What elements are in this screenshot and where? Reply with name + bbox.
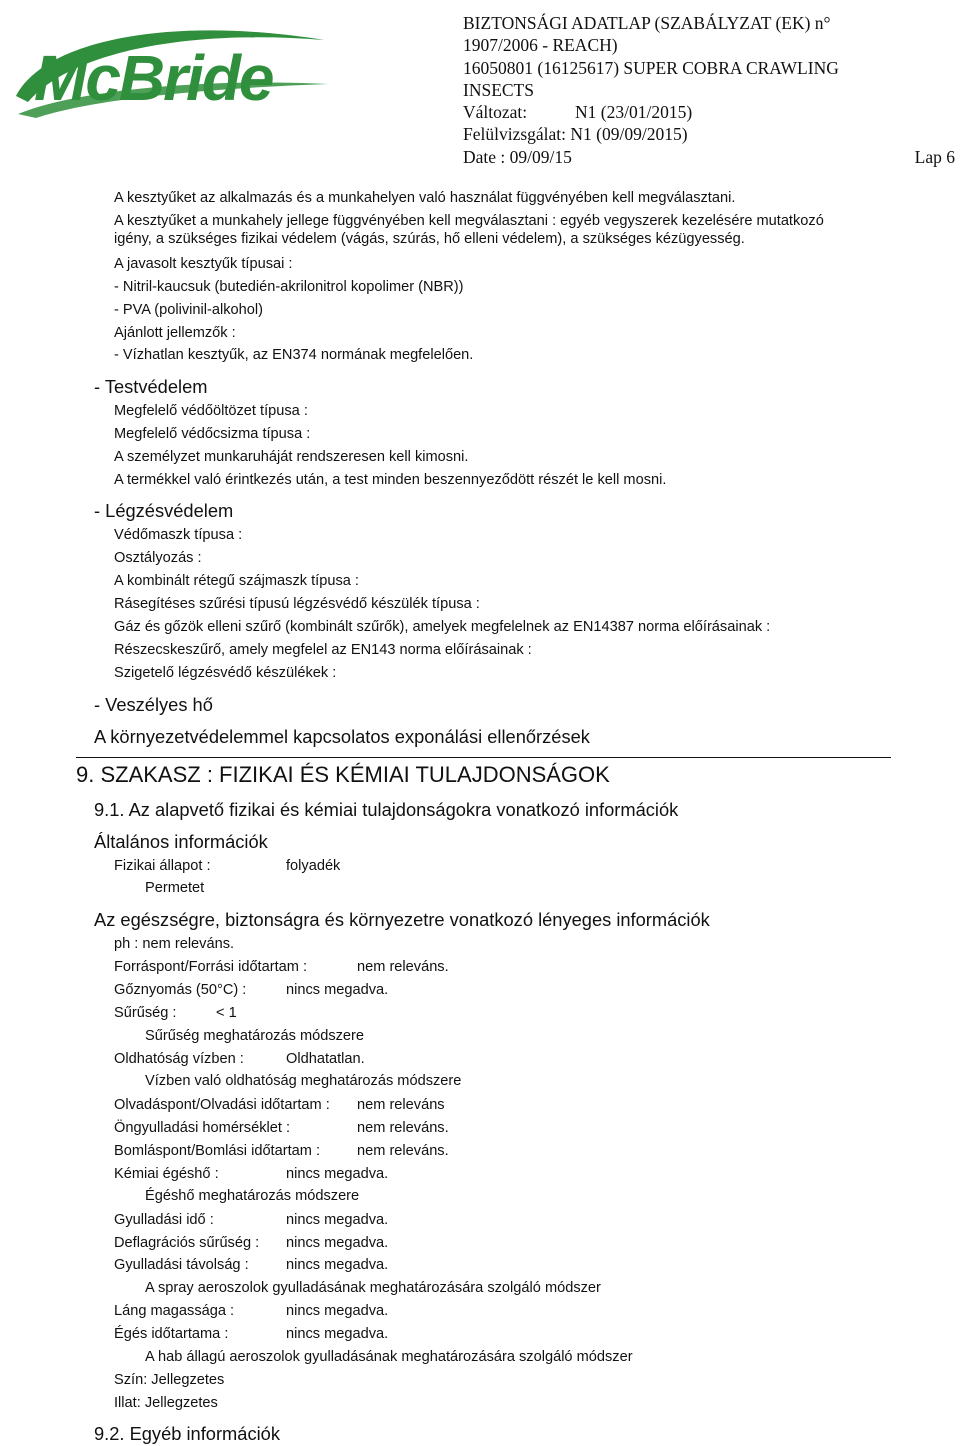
- colour-line: Szín: Jellegzetes: [114, 1372, 225, 1388]
- ignition-distance-value: nincs megadva.: [286, 1257, 389, 1273]
- date-line: [463, 146, 953, 168]
- revision-line: Felülvizsgálat: N1 (09/09/2015): [463, 124, 688, 145]
- vapour-value: nincs megadva.: [286, 982, 389, 998]
- respiratory-classification: Osztályozás :: [114, 550, 202, 566]
- burn-time-label: Égés időtartama :: [114, 1326, 229, 1342]
- density-method: Sűrűség meghatározás módszere: [145, 1028, 365, 1044]
- flame-height-value: nincs megadva.: [286, 1303, 389, 1319]
- respiratory-gas-filter: Gáz és gőzök elleni szűrő (kombinált szűrők), amelyek megfelelnek az EN14387 norma előírásainak :: [114, 619, 771, 635]
- gloves-types-label: A javasolt kesztyűk típusai :: [114, 256, 293, 272]
- gloves-text-2: A kesztyűket a munkahely jellege függvényében kell megválasztani : egyéb vegyszerek kezelésére mutatkozó: [114, 213, 824, 229]
- odour-line: Illat: Jellegzetes: [114, 1395, 218, 1411]
- respiratory-particle-filter: Részecskeszűrő, amely megfelel az EN143 norma előírásainak :: [114, 642, 532, 658]
- doc-title-line-1: BIZTONSÁGI ADATLAP (SZABÁLYZAT (EK) n°: [463, 13, 831, 33]
- solubility-method: Vízben való oldhatóság meghatározás módszere: [145, 1073, 462, 1089]
- date: Date : 09/09/15: [463, 146, 572, 167]
- body-protection-wash: A személyzet munkaruháját rendszeresen kell kimosni.: [114, 449, 469, 465]
- combustion-heat-label: Kémiai égéshő :: [114, 1166, 219, 1182]
- combustion-heat-value: nincs megadva.: [286, 1166, 389, 1182]
- vapour-label: Gőznyomás (50°C) :: [114, 982, 247, 998]
- general-info-heading: Általános információk: [94, 831, 268, 852]
- document-meta: [463, 12, 953, 168]
- heat-hazard-heading: - Veszélyes hő: [94, 694, 213, 715]
- doc-title-line-2: 1907/2006 - REACH): [463, 35, 618, 56]
- density-value: < 1: [216, 1005, 237, 1021]
- gloves-type-pva: - PVA (polivinil-alkohol): [114, 302, 263, 318]
- melting-value: nem releváns: [357, 1097, 445, 1113]
- aerosol-label: Permetet: [145, 880, 205, 896]
- version-label: Változat:: [463, 102, 528, 123]
- section-divider: [76, 757, 891, 758]
- ignition-time-value: nincs megadva.: [286, 1212, 389, 1228]
- melting-label: Olvadáspont/Olvadási időtartam :: [114, 1097, 330, 1113]
- ignition-time-label: Gyulladási idő :: [114, 1212, 214, 1228]
- foam-method: A hab állagú aeroszolok gyulladásának meghatározására szolgáló módszer: [145, 1349, 633, 1365]
- boiling-label: Forráspont/Forrási időtartam :: [114, 959, 308, 975]
- decomposition-label: Bomláspont/Bomlási időtartam :: [114, 1143, 321, 1159]
- env-exposure-heading: A környezetvédelemmel kapcsolatos exponálási ellenőrzések: [94, 726, 590, 747]
- body-protection-boots: Megfelelő védőcsizma típusa :: [114, 426, 311, 442]
- gloves-properties-label: Ajánlott jellemzők :: [114, 325, 236, 341]
- physical-state-label: Fizikai állapot :: [114, 858, 211, 874]
- respiratory-combined-mask: A kombinált rétegű szájmaszk típusa :: [114, 573, 359, 589]
- logo-swoosh-icon: [6, 18, 336, 128]
- body-protection-contact: A termékkel való érintkezés után, a test minden beszennyeződött részét le kell mosni.: [114, 472, 667, 488]
- ph-line: ph : nem releváns.: [114, 936, 235, 952]
- ignition-distance-label: Gyulladási távolság :: [114, 1257, 249, 1273]
- version-line: [463, 101, 953, 123]
- logo-wordmark: McBride: [34, 42, 273, 114]
- respiratory-heading: - Légzésvédelem: [94, 500, 234, 521]
- page-number: Lap 6: [914, 146, 955, 167]
- product-line-2: INSECTS: [463, 79, 534, 100]
- gloves-property-en374: - Vízhatlan kesztyűk, az EN374 normának megfelelően.: [114, 347, 474, 363]
- section-9-2-heading: 9.2. Egyéb információk: [94, 1423, 280, 1444]
- combustion-method: Égéshő meghatározás módszere: [145, 1188, 360, 1204]
- respiratory-mask-type: Védőmaszk típusa :: [114, 527, 243, 543]
- page-header: [0, 0, 960, 180]
- gloves-text-3: igény, a szükséges fizikai védelem (vágás, szúrás, hő elleni védelem), a szükséges kézügyesség.: [114, 231, 745, 247]
- physical-state-value: folyadék: [286, 858, 341, 874]
- section-9-1-heading: 9.1. Az alapvető fizikai és kémiai tulajdonságokra vonatkozó információk: [94, 799, 679, 820]
- self-ignition-label: Öngyulladási homérséklet :: [114, 1120, 291, 1136]
- deflagration-value: nincs megadva.: [286, 1235, 389, 1251]
- gloves-type-nbr: - Nitril-kaucsuk (butedién-akrilonitrol kopolimer (NBR)): [114, 279, 464, 295]
- mcbride-logo: [6, 18, 336, 128]
- solubility-label: Oldhatóság vízben :: [114, 1051, 244, 1067]
- body-protection-clothing: Megfelelő védőöltözet típusa :: [114, 403, 308, 419]
- product-line-1: 16050801 (16125617) SUPER COBRA CRAWLING: [463, 57, 839, 78]
- body-protection-heading: - Testvédelem: [94, 376, 208, 397]
- spray-method: A spray aeroszolok gyulladásának meghatározására szolgáló módszer: [145, 1280, 601, 1296]
- self-ignition-value: nem releváns.: [357, 1120, 449, 1136]
- deflagration-label: Deflagrációs sűrűség :: [114, 1235, 260, 1251]
- gloves-text-1: A kesztyűket az alkalmazás és a munkahelyen való használat függvényében kell megválasztani.: [114, 190, 736, 206]
- burn-time-value: nincs megadva.: [286, 1326, 389, 1342]
- decomposition-value: nem releváns.: [357, 1143, 449, 1159]
- density-label: Sűrűség :: [114, 1005, 177, 1021]
- section-9-title: 9. SZAKASZ : FIZIKAI ÉS KÉMIAI TULAJDONSÁGOK: [76, 762, 610, 787]
- respiratory-isolating: Szigetelő légzésvédő készülékek :: [114, 665, 337, 681]
- boiling-value: nem releváns.: [357, 959, 449, 975]
- version-value: N1 (23/01/2015): [575, 102, 693, 123]
- solubility-value: Oldhatatlan.: [286, 1051, 365, 1067]
- respiratory-assisted: Rásegítéses szűrési típusú légzésvédő készülék típusa :: [114, 596, 480, 612]
- important-info-heading: Az egészségre, biztonságra és környezetre vonatkozó lényeges információk: [94, 909, 710, 930]
- flame-height-label: Láng magassága :: [114, 1303, 235, 1319]
